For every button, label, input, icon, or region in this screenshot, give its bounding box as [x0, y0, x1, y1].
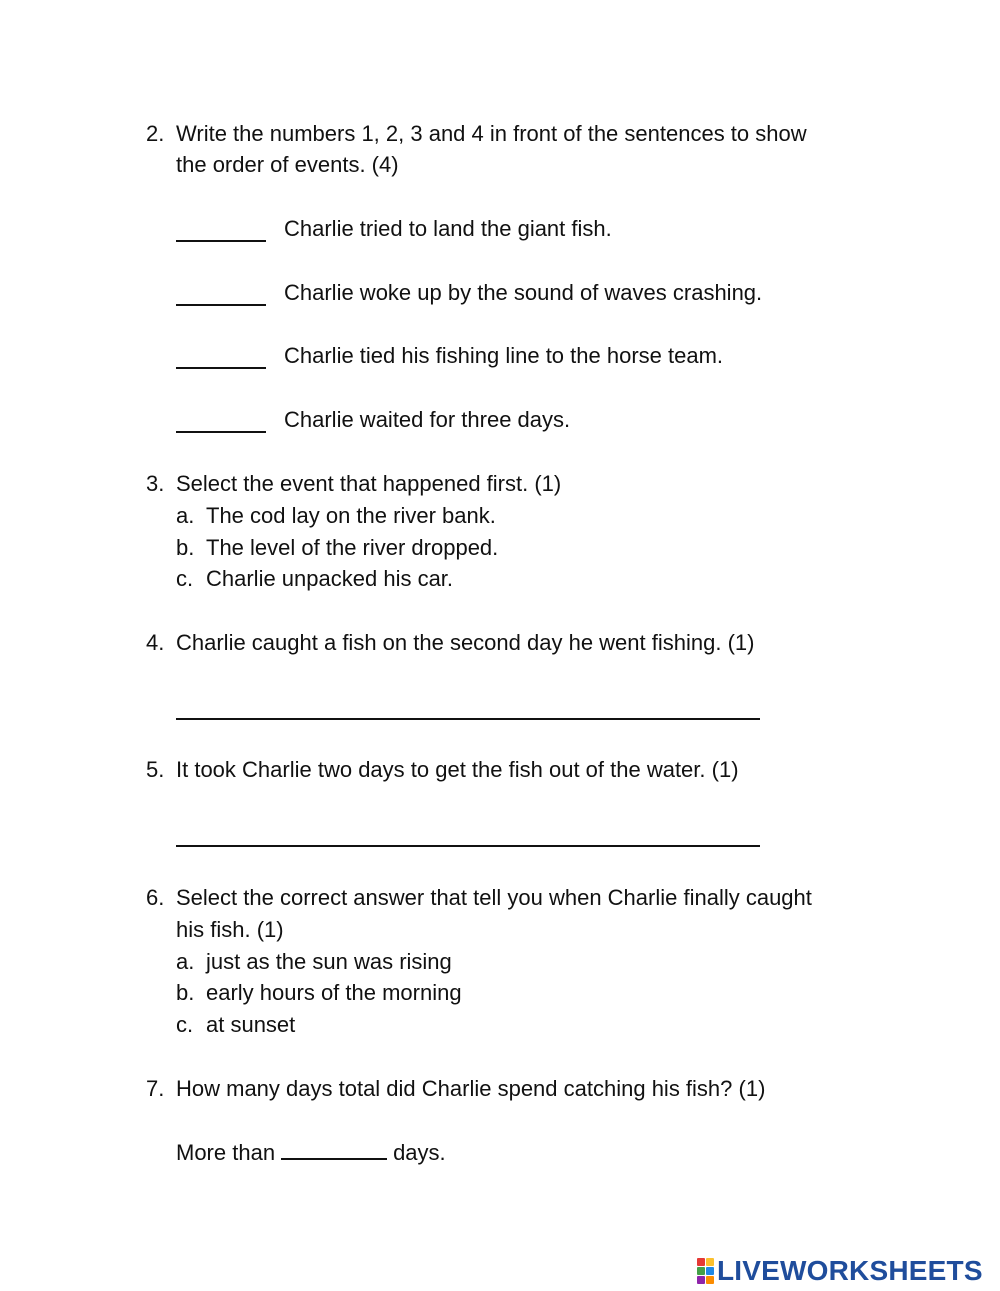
q7-answer-suffix: days. [393, 1140, 446, 1165]
q2-number: 2. [146, 121, 165, 146]
q7-answer-prefix: More than [176, 1140, 276, 1165]
q2-prompt-line2: the order of events. (4) [176, 152, 399, 177]
logo-block [697, 1267, 705, 1275]
logo-block [706, 1258, 714, 1266]
q3-prompt: Select the event that happened first. (1) [176, 471, 562, 496]
q2-prompt-line1: Write the numbers 1, 2, 3 and 4 in front of the sentences to show [176, 121, 807, 146]
q6-option-a[interactable]: just as the sun was rising [206, 949, 452, 974]
q3-option-b-letter[interactable]: b. [176, 535, 195, 560]
logo-block [706, 1267, 714, 1275]
liveworksheets-logo [697, 1256, 983, 1286]
q2-order-blank-1[interactable] [176, 240, 266, 242]
q6-option-c[interactable]: at sunset [206, 1012, 296, 1037]
q7-answer-row [176, 1138, 446, 1168]
q6-option-a-letter[interactable]: a. [176, 949, 195, 974]
q3-number: 3. [146, 471, 165, 496]
q6-option-c-letter[interactable]: c. [176, 1012, 194, 1037]
q2-event-2: Charlie woke up by the sound of waves crashing. [284, 280, 763, 305]
q3-option-a-letter[interactable]: a. [176, 503, 195, 528]
q2-event-1: Charlie tried to land the giant fish. [284, 216, 612, 241]
q2-event-4: Charlie waited for three days. [284, 407, 571, 432]
q3-option-b[interactable]: The level of the river dropped. [206, 535, 499, 560]
logo-text: LIVEWORKSHEETS [717, 1255, 983, 1286]
q6-option-b-letter[interactable]: b. [176, 980, 195, 1005]
q2-order-blank-4[interactable] [176, 431, 266, 433]
q6-option-b[interactable]: early hours of the morning [206, 980, 462, 1005]
q3-option-a[interactable]: The cod lay on the river bank. [206, 503, 496, 528]
q4-prompt: Charlie caught a fish on the second day he went fishing. (1) [176, 630, 755, 655]
q2-order-blank-2[interactable] [176, 304, 266, 306]
q7-number: 7. [146, 1076, 165, 1101]
q4-number: 4. [146, 630, 165, 655]
q3-option-c[interactable]: Charlie unpacked his car. [206, 566, 454, 591]
q5-number: 5. [146, 757, 165, 782]
q3-option-c-letter[interactable]: c. [176, 566, 194, 591]
q7-prompt: How many days total did Charlie spend catching his fish? (1) [176, 1076, 766, 1101]
logo-block [697, 1258, 705, 1266]
q7-days-blank[interactable] [281, 1138, 387, 1160]
q4-answer-line[interactable] [176, 718, 760, 720]
q2-event-3: Charlie tied his fishing line to the horse team. [284, 343, 724, 368]
q5-prompt: It took Charlie two days to get the fish out of the water. (1) [176, 757, 739, 782]
q6-number: 6. [146, 885, 165, 910]
q2-order-blank-3[interactable] [176, 367, 266, 369]
q6-prompt-line1: Select the correct answer that tell you when Charlie finally caught [176, 885, 812, 910]
logo-block [697, 1276, 705, 1284]
logo-blocks-icon [697, 1258, 714, 1284]
q5-answer-line[interactable] [176, 845, 760, 847]
logo-block [706, 1276, 714, 1284]
q6-prompt-line2: his fish. (1) [176, 917, 284, 942]
